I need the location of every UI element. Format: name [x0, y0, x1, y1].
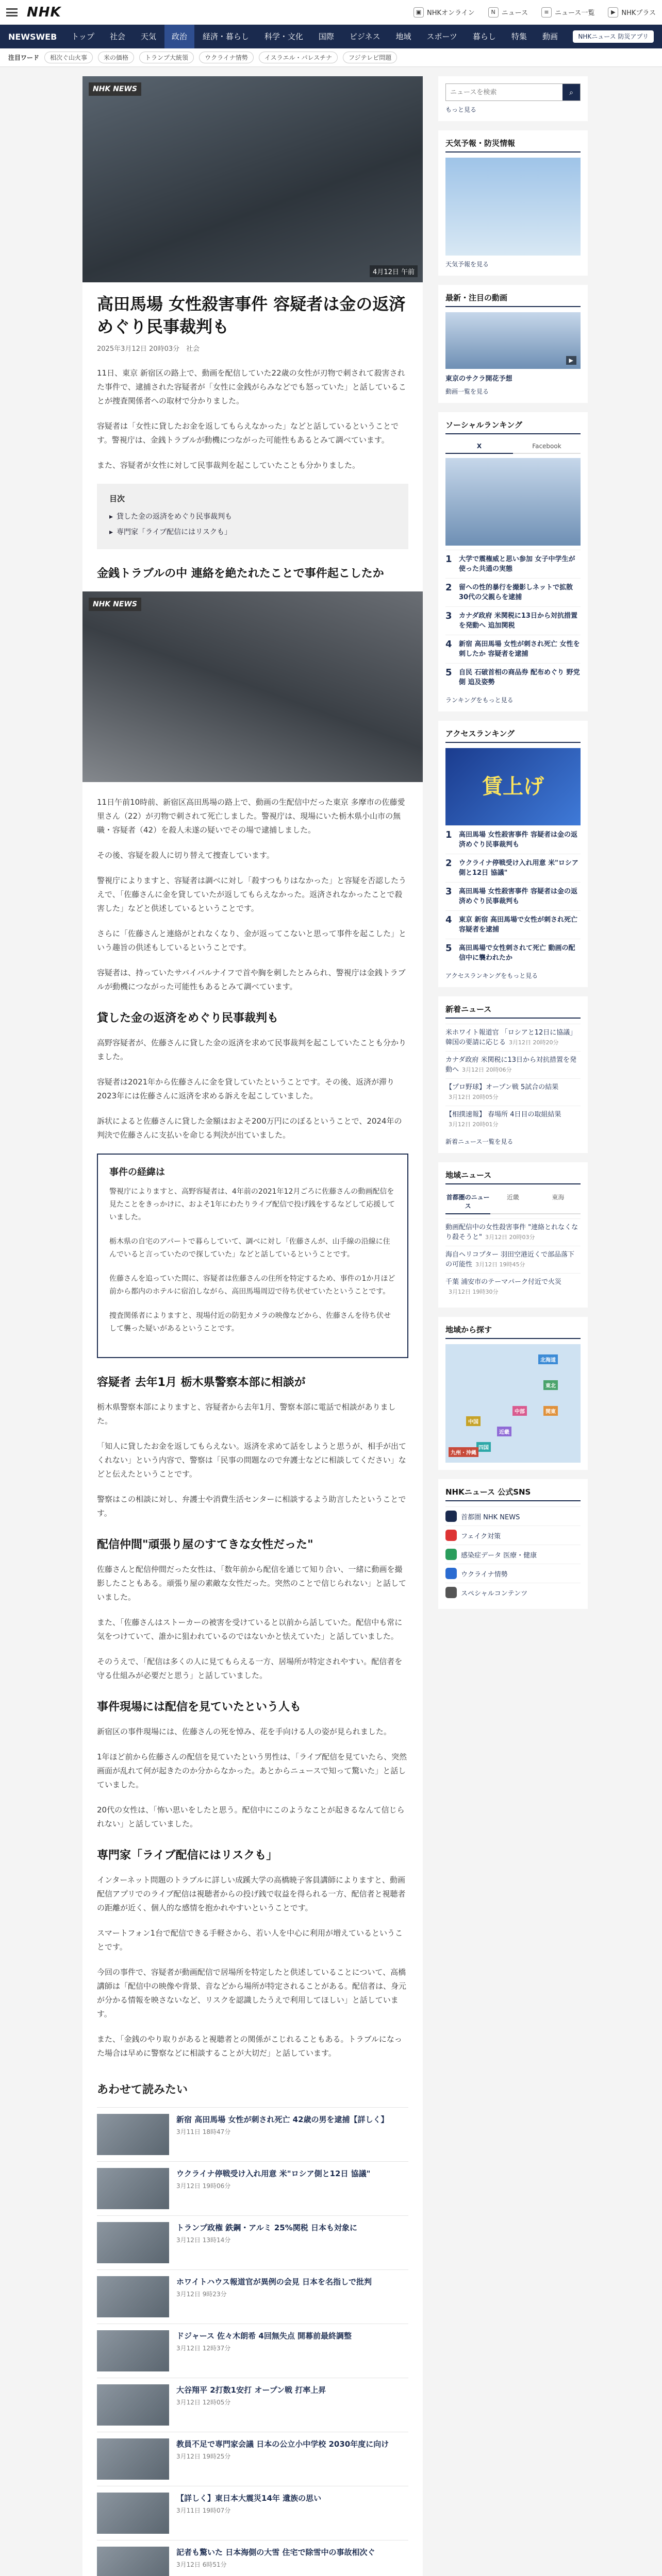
nav-item-life[interactable]: 暮らし — [472, 32, 496, 41]
sns-link[interactable]: スペシャルコンテンツ — [445, 1583, 581, 1602]
background-box — [97, 1154, 408, 1358]
box-paragraph: 警視庁によりますと、高野容疑者は、4年前の2021年12月ごろに佐藤さんの動画配信を見たことをきっかけに、およそ1年にわたりライブ配信で投げ銭をするなどして応援していました。 — [109, 1188, 395, 1222]
article-meta: 2025年3月12日 20時03分 社会 — [97, 345, 200, 353]
sns-link[interactable]: ウクライナ情勢 — [445, 1564, 581, 1583]
news-list-link[interactable]: ≡ ニュース一覧 — [541, 7, 594, 18]
nhk-news-badge: NHK NEWS — [89, 598, 141, 611]
region-kinki[interactable]: 近畿 — [497, 1427, 511, 1436]
region-map-title: 地域から探す — [445, 1324, 581, 1339]
sidebar — [438, 76, 588, 2576]
social-ranking-title: ソーシャルランキング — [445, 419, 581, 434]
news-link-item[interactable]: カナダ政府 米関税に13日から対抗措置を発動へ 3月12日 20時06分 — [445, 1051, 581, 1078]
trend-tag[interactable]: 相次ぐ山火事 — [44, 52, 93, 63]
related-item[interactable] — [97, 2378, 408, 2432]
body-paragraph: 新宿区の事件現場には、佐藤さんの死を悼み、花を手向ける人の姿が見られました。 — [97, 1727, 391, 1736]
news-link[interactable]: N ニュース — [488, 7, 528, 18]
related-thumbnail — [97, 2222, 169, 2263]
related-item-title: 大谷翔平 2打数1安打 オープン戦 打率上昇 — [176, 2385, 326, 2395]
new-news-title: 新着ニュース — [445, 1004, 581, 1019]
related-thumbnail — [97, 2384, 169, 2426]
news-link-item[interactable]: 動画配信中の女性殺害事件 "連絡とれなくなり殺そうと" 3月12日 20時03分 — [445, 1218, 581, 1246]
related-item[interactable] — [97, 2161, 408, 2215]
toc-title: 目次 — [109, 494, 125, 503]
news-web-label[interactable]: NEWSWEB — [8, 31, 57, 42]
related-thumbnail — [97, 2114, 169, 2155]
trend-tag[interactable]: トランプ大統領 — [139, 52, 194, 63]
nav-item-top[interactable]: トップ — [71, 32, 94, 41]
hero-image — [82, 76, 423, 282]
tab-facebook[interactable]: Facebook — [513, 439, 581, 454]
ranking-more-link[interactable]: ランキングをもっと見る — [445, 697, 514, 704]
search-more-link[interactable]: もっと見る — [445, 106, 477, 113]
access-ranking-box — [438, 721, 588, 987]
related-item-date: 3月11日 18時47分 — [176, 2128, 231, 2136]
trending-words — [0, 48, 662, 67]
body-paragraph: 容疑者は2021年から佐藤さんに金を貸していたということです。その後、返済が滞り2023年には佐藤さんに返済を求める訴えを起こしていました。 — [97, 1077, 394, 1100]
local-news-title: 地域ニュース — [445, 1170, 581, 1184]
official-sns-box — [438, 1479, 588, 1609]
local-news-box — [438, 1162, 588, 1308]
trend-tag[interactable]: 米の価格 — [98, 52, 134, 63]
sns-link[interactable]: 首都圏 NHK NEWS — [445, 1506, 581, 1526]
region-tohoku[interactable]: 東北 — [543, 1380, 558, 1390]
category-nav — [0, 25, 662, 48]
trend-tag[interactable]: イスラエル・パレスチナ — [259, 52, 338, 63]
related-list — [97, 2107, 408, 2576]
article-main — [82, 76, 423, 2576]
ukraine-icon — [445, 1568, 457, 1579]
nav-item-weather[interactable]: 天気 — [140, 32, 156, 41]
nav-item-society[interactable]: 社会 — [109, 32, 125, 41]
related-thumbnail — [97, 2168, 169, 2209]
trend-label: 注目ワード — [8, 54, 40, 61]
related-item[interactable] — [97, 2432, 408, 2486]
related-item-date: 3月12日 19時25分 — [176, 2453, 231, 2460]
news-link-item[interactable]: 千葉 浦安市のテーマパーク付近で火災3月12日 19時30分 — [445, 1273, 581, 1300]
video-thumbnail[interactable] — [445, 312, 581, 369]
body-paragraph: 栃木県警察本部によりますと、容疑者から去年1月、警察本部に電話で相談がありました。 — [97, 1402, 396, 1426]
related-item[interactable] — [97, 2540, 408, 2576]
section-image — [82, 591, 423, 782]
video-title: 最新・注目の動画 — [445, 292, 581, 307]
ranking-item[interactable]: 5 自民 石破首相の商品券 配布めぐり 野党側 追及姿勢 — [445, 663, 581, 691]
body-paragraph: 11日午前10時前、新宿区高田馬場の路上で、動画の生配信中だった東京 多摩市の佐藤愛里さん（22）が刃物で刺されて死亡しました。警視庁は、現場にいた栃木県小山市の無職・容疑者（42）を殺人未遂の疑いでその場で逮捕しました。 — [97, 798, 405, 835]
related-item-title: 【詳しく】東日本大震災14年 遺族の思い — [176, 2494, 322, 2503]
body-paragraph: さらに「佐藤さんと連絡がとれなくなり、金が返ってこないと思って事件を起こした」という趣旨の供述もしているということです。 — [97, 929, 407, 952]
toc-link[interactable]: ▸ 専門家「ライブ配信にはリスクも」 — [109, 524, 396, 540]
ranking-item[interactable]: 4 東京 新宿 高田馬場で女性が刺され死亡 容疑者を逮捕 — [445, 910, 581, 939]
region-shikoku[interactable]: 四国 — [476, 1442, 491, 1452]
ranking-item[interactable]: 3 高田馬場 女性殺害事件 容疑者は金の返済めぐり民事裁判も — [445, 882, 581, 910]
related-item[interactable] — [97, 2324, 408, 2378]
list-icon: ≡ — [541, 7, 552, 18]
body-paragraph: その後、容疑を殺人に切り替えて捜査しています。 — [97, 851, 274, 860]
hero-caption: 4月12日 午前 — [370, 265, 418, 277]
search-icon[interactable]: ⌕ — [562, 84, 580, 100]
nav-item-local[interactable]: 地域 — [395, 32, 411, 41]
nhk-plus-link[interactable]: ▶ NHKプラス — [608, 7, 656, 18]
region-hokkaido[interactable]: 北海道 — [538, 1354, 558, 1364]
nav-item-video[interactable]: 動画 — [542, 32, 558, 41]
body-paragraph: 訴状によると佐藤さんに貸した金額はおよそ200万円にのぼるということで、2024年の判決で佐藤さんに支払いを命じる判決が出ていました。 — [97, 1116, 402, 1140]
section-heading: 容疑者 去年1月 栃木県警察本部に相談が — [97, 1376, 306, 1389]
nav-item-science[interactable]: 科学・文化 — [264, 32, 303, 41]
news-link-item[interactable]: 米ホワイト報道官 「ロシアと12日に協議」 韓国の要請に応じる 3月12日 20時20分 — [445, 1024, 581, 1051]
related-thumbnail — [97, 2330, 169, 2371]
box-title: 事件の経緯は — [109, 1167, 165, 1178]
nhk-logo[interactable]: NHK — [27, 4, 61, 20]
japan-map — [445, 1344, 581, 1463]
tab-kinki[interactable]: 近畿 — [490, 1190, 535, 1214]
related-item-title: トランプ政権 鉄鋼・アルミ 25%関税 日本も対象に — [176, 2223, 357, 2232]
fake-check-icon — [445, 1530, 457, 1541]
ranking-item[interactable]: 2 留への性的暴行を撮影しネットで拡散 30代の父親らを逮捕 — [445, 578, 581, 606]
related-item-title: ドジャース 佐々木朗希 4回無失点 開幕前最終調整 — [176, 2331, 352, 2341]
weather-map[interactable] — [445, 158, 581, 256]
related-thumbnail — [97, 2547, 169, 2576]
region-chubu[interactable]: 中部 — [512, 1406, 527, 1416]
lead-paragraph: 11日、東京 新宿区の路上で、動画を配信していた22歳の女性が刃物で刺されて殺害された事件で、逮捕された容疑者が「女性に金銭がらみなどでも怒っていた」と話していることが捜査関係者への取材で分かりました。 — [97, 368, 406, 405]
health-icon — [445, 1549, 457, 1560]
table-of-contents — [97, 484, 408, 549]
menu-icon[interactable] — [6, 8, 18, 16]
section-heading: 事件現場には配信を見ていたという人も — [97, 1701, 302, 1714]
section-heading: 貸した金の返済をめぐり民事裁判も — [97, 1012, 279, 1025]
tab-tokai[interactable]: 東海 — [536, 1190, 581, 1214]
body-paragraph: 警視庁によりますと、容疑者は調べに対し「殺すつもりはなかった」と容疑を否認したうえで、「佐藤さんに金を貸していたが返してもらえなかった。返済されなかったことで殺害した」などと供述しているということです。 — [97, 876, 407, 913]
sns-title: NHKニュース 公式SNS — [445, 1486, 581, 1501]
ranking-item[interactable]: 3 カナダ政府 米関税に13日から対抗措置を発動へ 追加関税 — [445, 606, 581, 635]
new-news-more-link[interactable]: 新着ニュース一覧を見る — [445, 1138, 514, 1145]
ranking-item[interactable]: 5 高田馬場で女性刺されて死亡 動画の配信中に襲われたか — [445, 939, 581, 967]
related-thumbnail — [97, 2276, 169, 2317]
lead-paragraph: また、容疑者が女性に対して民事裁判を起こしていたことも分かりました。 — [97, 461, 360, 470]
body-paragraph: 高野容疑者が、佐藤さんに貸した金の返済を求めて民事裁判を起こしていたことも分かりました。 — [97, 1038, 407, 1061]
search-input[interactable] — [446, 84, 562, 100]
nav-item-business[interactable]: ビジネス — [349, 32, 380, 41]
related-item-date: 3月12日 19時06分 — [176, 2182, 231, 2190]
body-paragraph: インターネット問題のトラブルに詳しい成蹊大学の高橋暁子客員講師によりますと、動画配信アプリでのライブ配信は視聴者からの投げ銭で収益を得られる一方、配信者と視聴者の距離が近く、個人的な感情を抱かれやすいということです。 — [97, 1875, 406, 1912]
nav-item-politics[interactable]: 政治 — [164, 25, 194, 48]
body-paragraph: 今回の事件で、容疑者が動画配信で居場所を特定したと供述していることについて、高橋講師は「配信中の映像や背景、音などから場所が特定されることがある。配信者は、身元が分かる情報を映さないなど、リスクを認識したうえで利用してほしい」と話しています。 — [97, 1968, 407, 2019]
ranking-item[interactable]: 1 高田馬場 女性殺害事件 容疑者は金の返済めぐり民事裁判も — [445, 825, 581, 854]
related-item-title: 教員不足で専門家会議 日本の公立小中学校 2030年度に向け — [176, 2439, 389, 2449]
body-paragraph: そのうえで、「配信は多くの人に見てもらえる一方、居場所が特定されやすい。配信者を守る仕組みが必要だと思う」と話していました。 — [97, 1657, 403, 1680]
related-item-title: 新宿 高田馬場 女性が刺され死亡 42歳の男を逮捕【詳しく】 — [176, 2115, 389, 2124]
weather-link[interactable]: 天気予報を見る — [445, 261, 489, 268]
news-link-item[interactable]: 海自ヘリコプター 羽田空港近くで部品落下の可能性 3月12日 19時45分 — [445, 1246, 581, 1273]
body-paragraph: 「知人に貸したお金を返してもらえない。返済を求めて話をしようと思うが、相手が出てくれない」という内容で、警察は「民事の問題なので弁護士などに相談してください」などと伝えたということです。 — [97, 1442, 407, 1479]
related-item[interactable] — [97, 2269, 408, 2324]
related-item-title: ホワイトハウス報道官が異例の会見 日本を名指しで批判 — [176, 2277, 372, 2286]
region-chugoku[interactable]: 中国 — [466, 1416, 481, 1426]
top-header — [0, 0, 662, 25]
weather-title: 天気予報・防災情報 — [445, 138, 581, 152]
video-list-link[interactable]: 動画一覧を見る — [445, 388, 489, 395]
video-caption[interactable]: 東京のサクラ開花予想 — [445, 375, 512, 383]
toc-link[interactable]: ▸ 貸した金の返済をめぐり民事裁判も — [109, 509, 396, 524]
sns-link[interactable]: フェイク対策 — [445, 1526, 581, 1545]
body-paragraph: 佐藤さんと配信仲間だった女性は、「数年前から配信を通じて知り合い、一緒に動画を撮影したこともある。頑張り屋の素敵な女性だった。突然のことで信じられない」と話していました。 — [97, 1565, 407, 1602]
ranking-item[interactable]: 1 大学で震権威と思い参加 女子中学生が使った共通の実態 — [445, 550, 581, 578]
new-news-box — [438, 996, 588, 1153]
tab-x[interactable]: X — [445, 439, 513, 454]
related-item-title: ウクライナ停戦受け入れ用意 米"ロシア側と12日 協議" — [176, 2169, 371, 2178]
related-item-date: 3月12日 12時05分 — [176, 2399, 231, 2406]
region-kanto[interactable]: 関東 — [543, 1406, 558, 1416]
article-title: 高田馬場 女性殺害事件 容疑者は金の返済めぐり民事裁判も — [97, 294, 406, 336]
nav-item-sports[interactable]: スポーツ — [426, 32, 457, 41]
body-paragraph: また、「金銭のやり取りがあると視聴者との関係がこじれることもある。トラブルになった場合は早めに警察などに相談することが大切だ」と話しています。 — [97, 2035, 402, 2058]
body-paragraph: 20代の女性は、「怖い思いをしたと思う。配信中にこのようなことが起きるなんて信じられない」と話していました。 — [97, 1805, 405, 1828]
ranking-item[interactable]: 2 ウクライナ停戦受け入れ用意 米"ロシア側と12日 協議" — [445, 854, 581, 882]
related-item[interactable] — [97, 2215, 408, 2269]
weather-box — [438, 130, 588, 276]
nav-item-features[interactable]: 特集 — [511, 32, 527, 41]
trend-tag[interactable]: フジテレビ問題 — [343, 52, 397, 63]
related-item-title: 記者も驚いた 日本海側の大雪 住宅で除雪中の事故相次ぐ — [176, 2548, 375, 2557]
section-heading: 配信仲間"頑張り屋のすてきな女性だった" — [97, 1538, 313, 1551]
tab-shutoken[interactable]: 首都圏のニュース — [445, 1190, 490, 1214]
body-paragraph: 警察はこの相談に対し、弁護士や消費生活センターに相談するよう助言したということです。 — [97, 1495, 406, 1518]
video-box — [438, 285, 588, 403]
related-item-date: 3月12日 6時51分 — [176, 2561, 227, 2568]
region-kyushu[interactable]: 九州・沖縄 — [449, 1447, 478, 1457]
section-heading: 金銭トラブルの中 連絡を絶たれたことで事件起こしたか — [97, 567, 384, 580]
special-icon — [445, 1587, 457, 1598]
play-icon: ▶ — [566, 356, 576, 365]
search-bar — [445, 83, 581, 101]
related-thumbnail — [97, 2438, 169, 2480]
trend-tag[interactable]: ウクライナ情勢 — [199, 52, 254, 63]
ranking-item[interactable]: 4 新宿 高田馬場 女性が刺され死亡 女性を刺したか 容疑者を逮捕 — [445, 635, 581, 663]
body-paragraph: 1年ほど前から佐藤さんの配信を見ていたという男性は、「ライブ配信を見ていたら、突然画面が乱れて何が起きたのか分からなかった。あとからニュースで知って驚いた」と話していました。 — [97, 1752, 407, 1789]
related-item[interactable] — [97, 2107, 408, 2161]
search-box — [438, 76, 588, 121]
box-paragraph: 栃木県の自宅のアパートで暮らしていて、調べに対し「佐藤さんが、山手線の沿線に住んでいると言っていたので探していた」などと話しているということです。 — [109, 1238, 390, 1259]
related-item[interactable] — [97, 2486, 408, 2540]
lead-paragraph: 容疑者は「女性に貸したお金を返してもらえなかった」などと話しているということです。警視庁は、金銭トラブルが動機につながった可能性もあるとみて調べています。 — [97, 421, 399, 445]
related-item-date: 3月11日 19時07分 — [176, 2507, 231, 2514]
news-link-item[interactable]: 【相撲速報】 春場所 4日目の取組結果3月12日 20時01分 — [445, 1106, 581, 1133]
related-item-date: 3月12日 9時23分 — [176, 2291, 227, 2298]
related-title: あわせて読みたい — [97, 2083, 188, 2096]
box-paragraph: 捜査関係者によりますと、現場付近の防犯カメラの映像などから、佐藤さんを待ち伏せして襲った疑いがあるということです。 — [109, 1312, 391, 1333]
nav-item-economy[interactable]: 経済・暮らし — [202, 32, 249, 41]
sns-link[interactable]: 感染症データ 医療・健康 — [445, 1545, 581, 1564]
nhk-news-badge: NHK NEWS — [89, 82, 141, 96]
ad-banner[interactable]: 賃上げ — [445, 748, 581, 825]
tv-icon: ▣ — [413, 7, 424, 18]
play-icon: ▶ — [608, 7, 618, 18]
nhk-online-link[interactable]: ▣ NHKオンライン — [413, 7, 475, 18]
news-icon: N — [488, 7, 499, 18]
region-map-box — [438, 1317, 588, 1470]
related-item-date: 3月12日 13時14分 — [176, 2236, 231, 2244]
nav-item-international[interactable]: 国際 — [318, 32, 334, 41]
ranking-thumbnail[interactable] — [445, 458, 581, 546]
related-thumbnail — [97, 2493, 169, 2534]
nhk-icon — [445, 1511, 457, 1522]
body-paragraph: 容疑者は、持っていたサバイバルナイフで首や胸を刺したとみられ、警視庁は金銭トラブルが動機につながった可能性もあるとみて調べています。 — [97, 968, 406, 991]
body-paragraph: また、「佐藤さんはストーカーの被害を受けていると以前から話していた。配信中も常に気をつけていて、誰かに狙われているのではないかと怯えていた」と話していました。 — [97, 1618, 403, 1641]
box-paragraph: 佐藤さんを追っていた間に、容疑者は佐藤さんの住所を特定するため、事件の1か月ほど前から都内のホテルに宿泊しながら、高田馬場周辺で待ち伏せていたということです。 — [109, 1275, 395, 1296]
access-more-link[interactable]: アクセスランキングをもっと見る — [445, 972, 538, 979]
access-ranking-title: アクセスランキング — [445, 728, 581, 743]
disaster-app-button[interactable]: NHKニュース 防災アプリ — [573, 30, 654, 43]
section-heading: 専門家「ライブ配信にはリスクも」 — [97, 1849, 278, 1862]
body-paragraph: スマートフォン1台で配信できる手軽さから、若い人を中心に利用が増えているということです。 — [97, 1928, 403, 1952]
social-ranking-box — [438, 412, 588, 711]
news-link-item[interactable]: 【プロ野球】オープン戦 5試合の結果3月12日 20時05分 — [445, 1078, 581, 1106]
related-item-date: 3月12日 12時37分 — [176, 2345, 231, 2352]
